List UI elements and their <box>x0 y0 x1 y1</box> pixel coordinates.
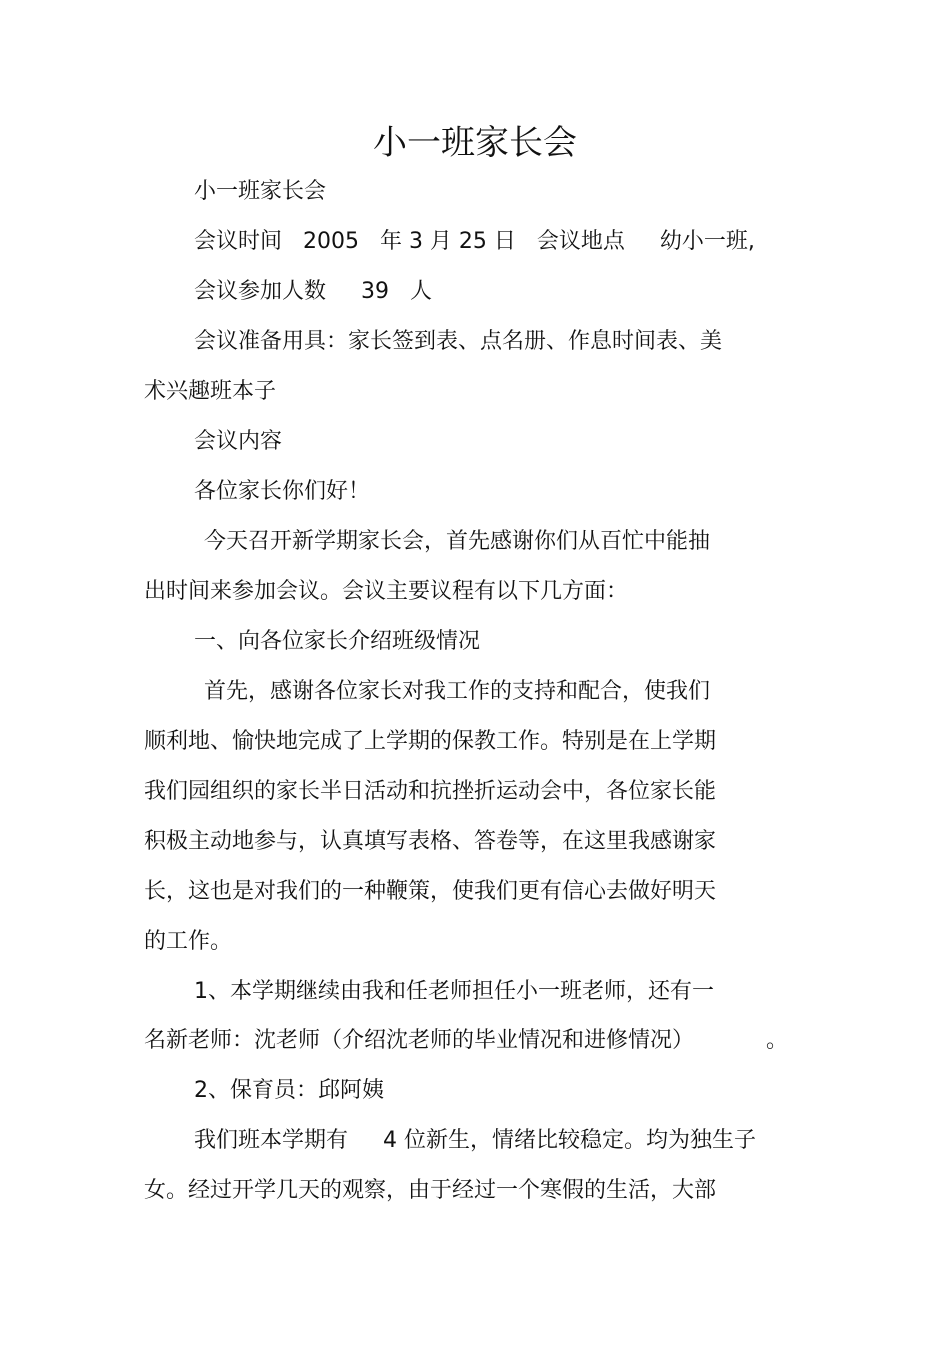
paragraph-line: 今天召开新学期家长会，首先感谢你们从百忙中能抽 <box>204 529 711 554</box>
subtitle-line: 小一班家长会 <box>194 179 327 204</box>
paragraph-line: 的工作。 <box>144 929 233 954</box>
section-heading: 一、向各位家长介绍班级情况 <box>194 629 481 654</box>
paragraph-line: 积极主动地参与，认真填写表格、答卷等，在这里我感谢家 <box>144 829 717 854</box>
list-item: 2、保育员：邱阿姨 <box>194 1078 384 1103</box>
paragraph-line: 首先，感谢各位家长对我工作的支持和配合，使我们 <box>204 679 711 704</box>
greeting-line: 各位家长你们好！ <box>194 479 371 504</box>
paragraph-line: 我们班本学期有 4 位新生，情绪比较稳定。均为独生子 <box>194 1128 756 1153</box>
paragraph-line: 顺利地、愉快地完成了上学期的保教工作。特别是在上学期 <box>144 729 717 754</box>
content-heading: 会议内容 <box>194 429 283 454</box>
list-item: 1、本学期继续由我和任老师担任小一班老师，还有一 <box>194 979 714 1004</box>
page-title: 小一班家长会 <box>373 123 577 163</box>
trailing-period: 。 <box>766 1028 789 1053</box>
supplies-line-2: 术兴趣班本子 <box>144 379 277 404</box>
paragraph-line: 长，这也是对我们的一种鞭策，使我们更有信心去做好明天 <box>144 879 717 904</box>
paragraph-line: 女。经过开学几天的观察，由于经过一个寒假的生活，大部 <box>144 1178 717 1203</box>
paragraph-line: 我们园组织的家长半日活动和抗挫折运动会中，各位家长能 <box>144 779 717 804</box>
attendance-line: 会议参加人数 39 人 <box>194 279 432 304</box>
paragraph-line: 出时间来参加会议。会议主要议程有以下几方面： <box>144 579 629 604</box>
list-item-continuation: 名新老师：沈老师（介绍沈老师的毕业情况和进修情况） <box>144 1028 695 1053</box>
meeting-time-line: 会议时间 2005 年 3 月 25 日 会议地点 幼小一班, <box>194 229 755 254</box>
supplies-line-1: 会议准备用具：家长签到表、点名册、作息时间表、美 <box>194 329 723 354</box>
